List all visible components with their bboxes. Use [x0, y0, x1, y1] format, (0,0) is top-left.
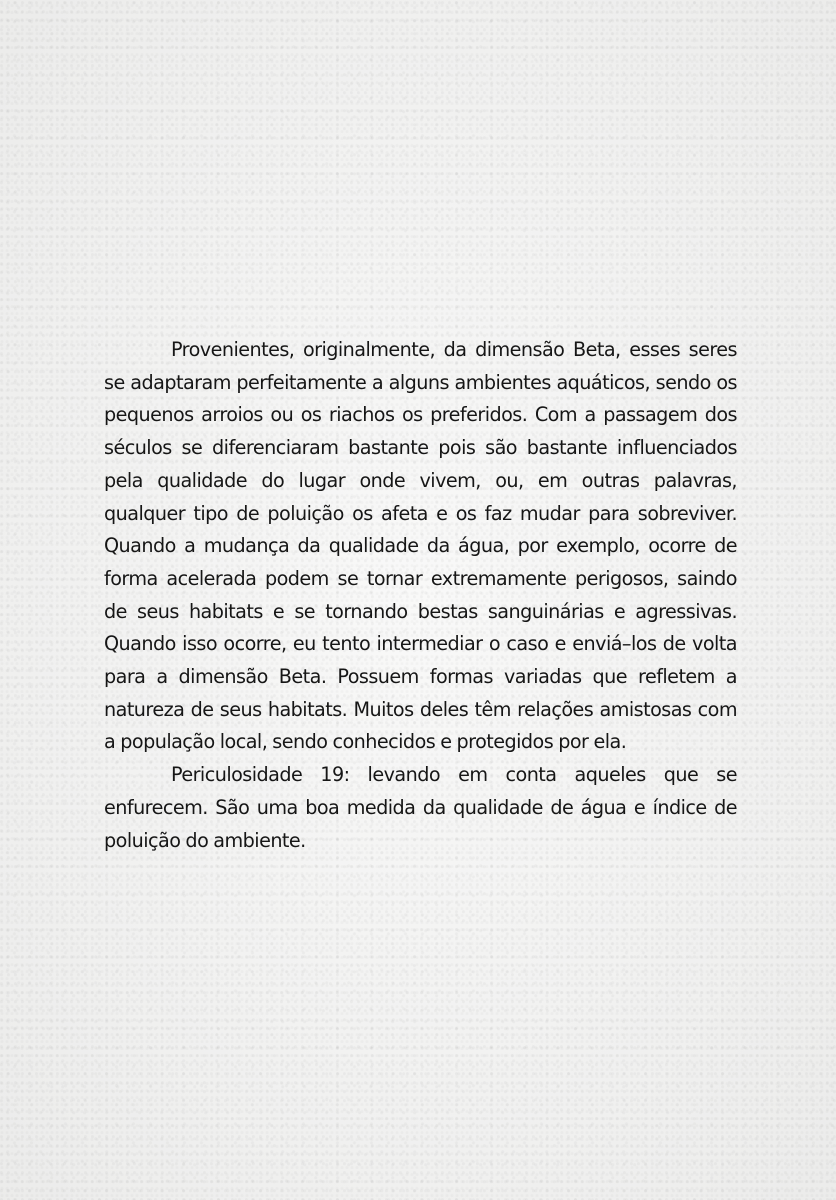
body-text	[104, 334, 737, 857]
paragraph-danger-level: Periculosidade 19: levando em conta aqueles que se enfurecem. São uma boa medida da qualidade de água e índice de poluição do ambiente.	[104, 763, 737, 852]
paragraph-description: Provenientes, originalmente, da dimensão Beta, esses seres se adaptaram perfeitamente a alguns ambientes aquáticos, sendo os pequenos arroios ou os riachos os preferidos. Com a passagem dos séculos se diferenciaram bastante pois são bastante influenciados pela qualidade do lugar onde vivem, ou, em outras palavras, qualquer tipo de poluição os afeta e os faz mudar para sobreviver. Quando a mudança da qualidade da água, por exemplo, ocorre de forma acelerada podem se tornar extremamente perigosos, saindo de seus habitats e se tornando bestas sanguinárias e agressivas. Quando isso ocorre, eu tento intermediar o caso e enviá–los de volta para a dimensão Beta. Possuem formas variadas que refletem a natureza de seus habitats. Muitos deles têm relações amistosas com a população local, sendo conhecidos e protegidos por ela.	[104, 338, 737, 754]
